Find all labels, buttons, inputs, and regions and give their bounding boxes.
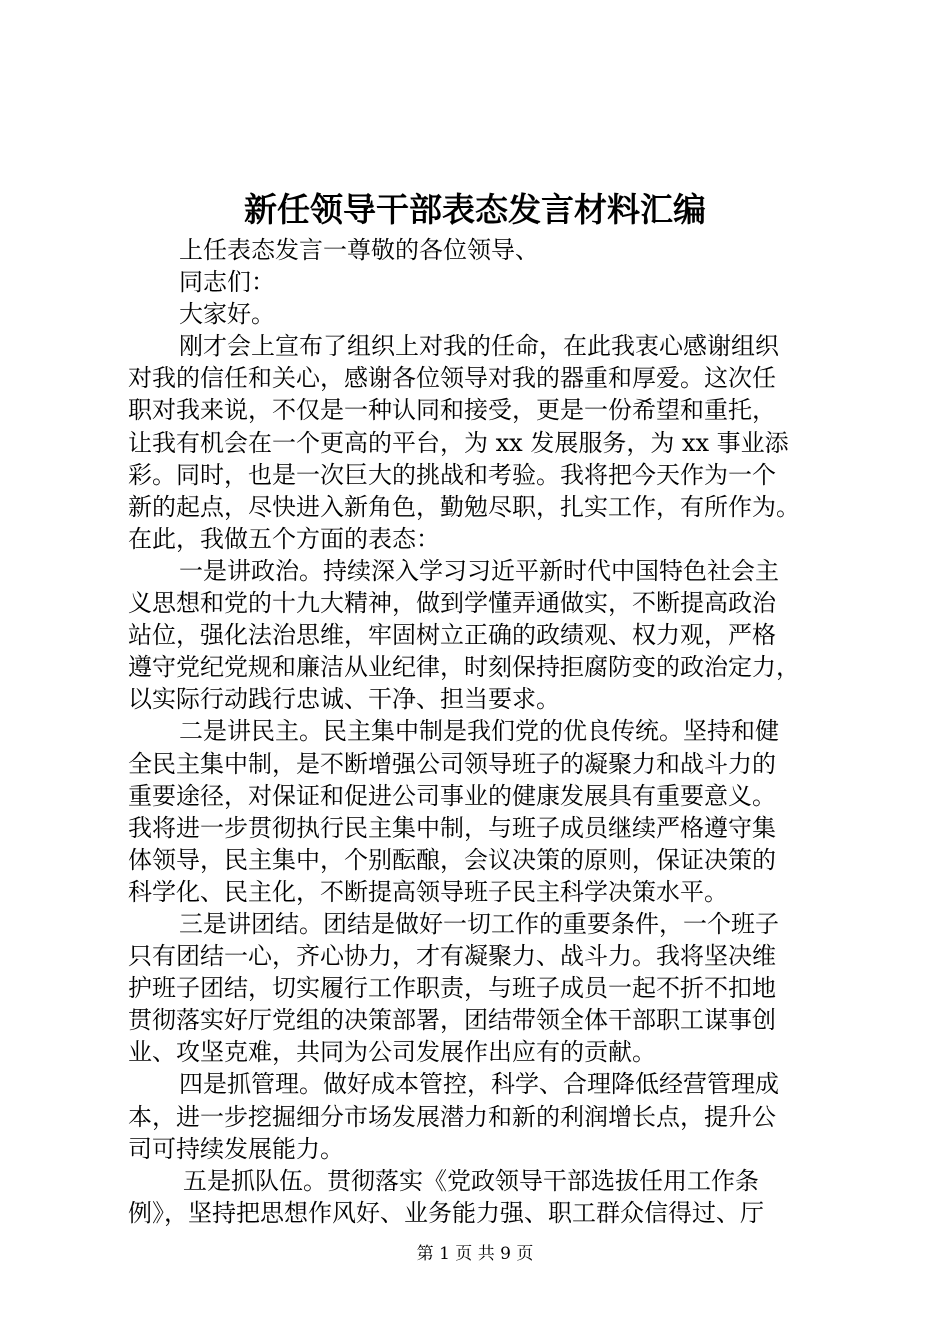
body-line: 科学化、民主化，不断提高领导班子民主科学决策水平。 (128, 877, 728, 906)
body-line: 二是讲民主。民主集中制是我们党的优良传统。坚持和健 (179, 717, 779, 746)
body-line: 护班子团结，切实履行工作职责，与班子成员一起不折不扣地 (128, 974, 776, 1003)
body-line: 上任表态发言一尊敬的各位领导、 (179, 236, 539, 264)
body-line: 同志们： (179, 268, 275, 297)
body-line: 新的起点，尽快进入新角色，勤勉尽职，扎实工作，有所作为。 (128, 492, 800, 521)
page-number-footer: 第 1 页 共 9 页 (416, 1244, 534, 1264)
body-line: 贯彻落实好厅党组的决策部署，团结带领全体干部职工谋事创 (128, 1006, 776, 1035)
body-line: 司可持续发展能力。 (128, 1134, 344, 1163)
document-title: 新任领导干部表态发言材料汇编 (244, 190, 706, 229)
body-line: 业、攻坚克难，共同为公司发展作出应有的贡献。 (128, 1038, 656, 1067)
body-line: 在此，我做五个方面的表态： (128, 524, 440, 553)
body-line: 站位，强化法治思维，牢固树立正确的政绩观、权力观，严格 (128, 621, 776, 650)
body-line: 五是抓队伍。贯彻落实《党政领导干部选拔任用工作条 (183, 1166, 759, 1195)
body-line: 重要途径，对保证和促进公司事业的健康发展具有重要意义。 (128, 781, 776, 810)
body-line: 本，进一步挖掘细分市场发展潜力和新的利润增长点，提升公 (128, 1102, 776, 1131)
body-line: 刚才会上宣布了组织上对我的任命，在此我衷心感谢组织 (179, 332, 779, 361)
body-line: 义思想和党的十九大精神，做到学懂弄通做实，不断提高政治 (128, 589, 776, 618)
document-body (128, 234, 848, 1229)
body-line: 一是讲政治。持续深入学习习近平新时代中国特色社会主 (179, 556, 779, 585)
body-line: 四是抓管理。做好成本管控，科学、合理降低经营管理成 (179, 1070, 779, 1099)
body-line: 三是讲团结。团结是做好一切工作的重要条件，一个班子 (179, 909, 779, 938)
body-line: 我将进一步贯彻执行民主集中制，与班子成员继续严格遵守集 (128, 813, 776, 842)
body-line: 职对我来说，不仅是一种认同和接受，更是一份希望和重托， (128, 396, 776, 425)
body-line: 体领导，民主集中，个别酝酿，会议决策的原则，保证决策的 (128, 845, 776, 874)
body-line: 以实际行动践行忠诚、干净、担当要求。 (128, 685, 560, 714)
body-line: 彩。同时，也是一次巨大的挑战和考验。我将把今天作为一个 (128, 460, 776, 489)
body-line: 只有团结一心，齐心协力，才有凝聚力、战斗力。我将坚决维 (128, 942, 776, 971)
body-line: 对我的信任和关心，感谢各位领导对我的器重和厚爱。这次任 (128, 364, 776, 393)
body-line: 大家好。 (179, 300, 275, 329)
body-line: 例》，坚持把思想作风好、业务能力强、职工群众信得过、厅 (128, 1198, 764, 1227)
body-line: 全民主集中制，是不断增强公司领导班子的凝聚力和战斗力的 (128, 749, 776, 778)
body-line: 让我有机会在一个更高的平台，为 xx 发展服务，为 xx 事业添 (128, 428, 789, 457)
body-line: 遵守党纪党规和廉洁从业纪律，时刻保持拒腐防变的政治定力， (128, 653, 800, 682)
